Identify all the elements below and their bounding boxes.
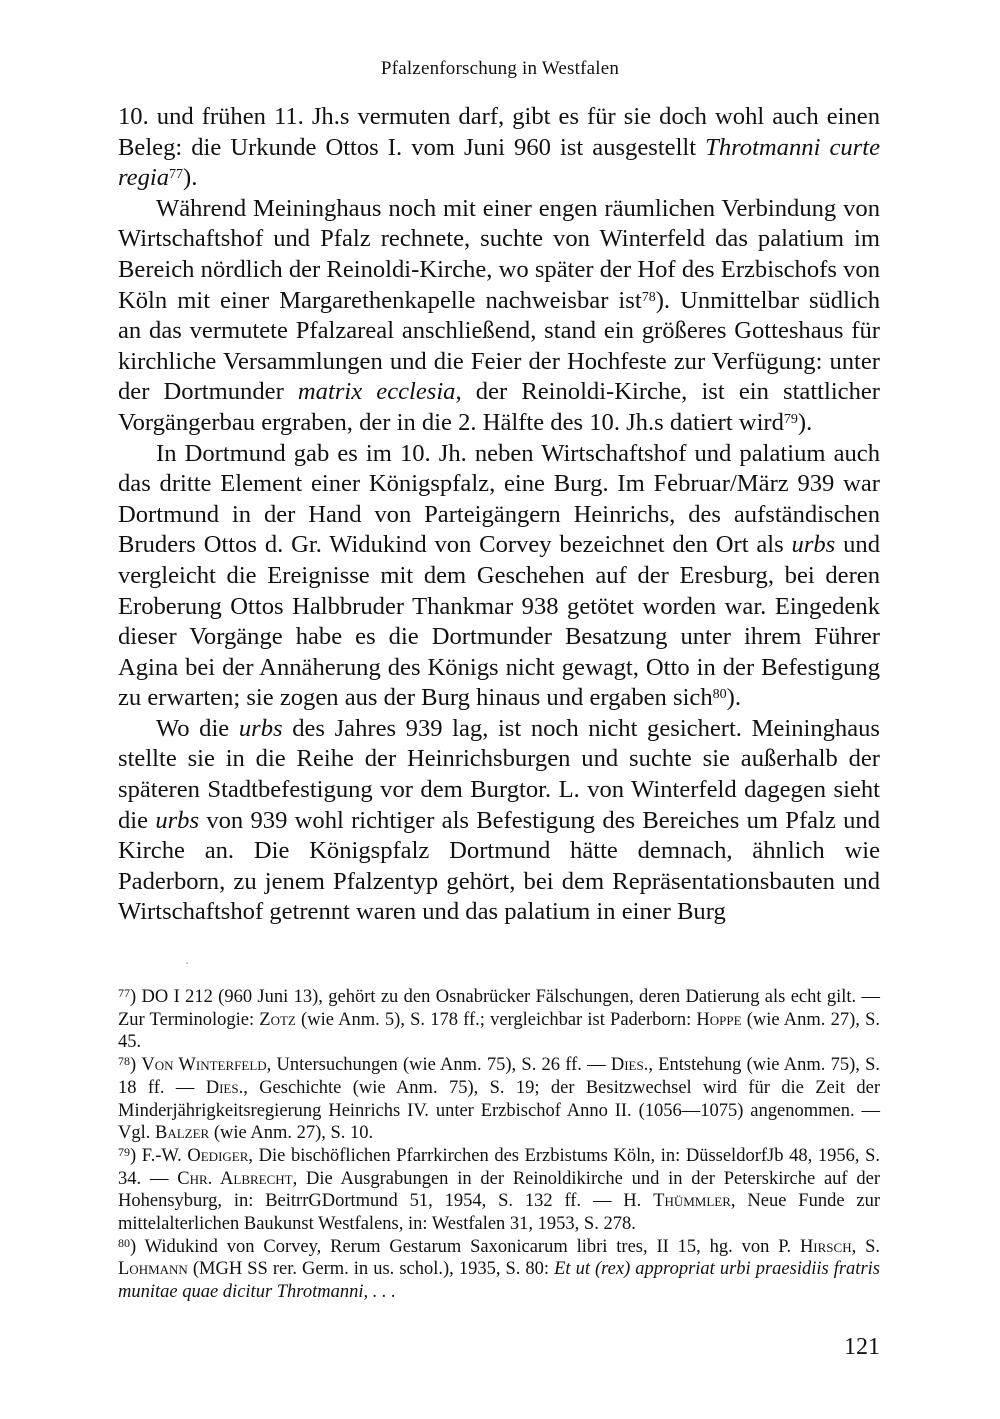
author-name: Dies.: [610, 1055, 649, 1076]
footnote-number: 79: [118, 1144, 130, 1159]
text-run: des Jahres 939 lag, ist noch nicht gesichert. Meininghaus stellte sie in die Reihe der Heinrichsburgen und suchte sie außerhalb der späteren Stadtbefestigung vor dem Burgtor. L. von Winterfeld dagegen sieht die: [118, 714, 880, 834]
text-run: , Neue Funde zur mittelalterlichen Baukunst Westfalens, in: Westfalen 31, 1953, S. 278.: [118, 1191, 881, 1235]
italic-word: urbs: [791, 531, 836, 559]
text-run: ) DO I 212 (960 Juni 13), gehört zu den Osnabrücker Fälschungen, deren Datierung als echt gilt. — Zur Terminologie:: [118, 987, 880, 1030]
footnote-number: 77: [118, 986, 130, 1000]
text-run: ) Widukind von Corvey, Rerum Gestarum Saxonicarum libri tres, II 15, hg. von P.: [130, 1236, 800, 1257]
text-run: ). Unmittelbar südlich an das vermutete Pfalzareal anschließend, stand ein größeres Gotteshaus für kirchliche Versammlungen und die Feier der Hochfeste zur Verfügung: unter der Dortmunder: [118, 286, 880, 406]
latin-quotation: Et ut (rex) appropriat urbi praesidiis fratris munitae quae dicitur Throtmanni, . . .: [118, 1259, 880, 1303]
text-run: ): [130, 1055, 142, 1076]
text-run: , S.: [851, 1236, 880, 1257]
italic-word: urbs: [155, 806, 200, 834]
author-name: Zotz: [259, 1009, 296, 1030]
footnote-79: [118, 1145, 880, 1236]
author-name: Dies.: [205, 1077, 244, 1098]
main-text: [118, 102, 880, 928]
author-name: Balzer: [155, 1123, 210, 1144]
paragraph-1: [118, 102, 880, 194]
text-run: , Entstehung (wie Anm. 75), S. 18 ff. —: [118, 1055, 880, 1098]
footnote-78: [118, 1054, 880, 1145]
footnote-ref-77[interactable]: 77: [169, 167, 184, 183]
text-run: , Die bischöflichen Pfarrkirchen des Erzbistums Köln, in: DüsseldorfJb 48, 1956, S. 34. —: [118, 1145, 880, 1189]
text-run: ).: [183, 164, 198, 192]
text-run: von 939 wohl richtiger als Befestigung des Bereiches um Pfalz und Kirche an. Die Königspfalz Dortmund hätte demnach, ähnlich wie Paderborn, zu jenem Pfalzentyp gehört, bei dem Repräsentationsbauten und Wirtschaftshof getrennt waren und das palatium in einer Burg: [118, 806, 880, 926]
author-name: Thümmler: [653, 1191, 731, 1212]
paragraph-2: [118, 194, 880, 439]
text-run: , Die Ausgrabungen in der Reinoldikirche und in der Peterskirche auf der Hohensyburg, in: BeitrrGDortmund 51, 1954, S. 132 ff. — H.: [118, 1168, 881, 1212]
text-run: (wie Anm. 27), S. 45.: [118, 1009, 880, 1053]
footnote-number: 78: [118, 1054, 130, 1069]
paper-speck: [186, 962, 188, 964]
text-run: ).: [797, 408, 813, 436]
text-run: , Geschichte (wie Anm. 75), S. 19; der Besitzwechsel wird für die Zeit der Minderjährigkeitsregierung Heinrichs IV. unter Erzbischof Anno II. (1056—1075) angenommen. — Vgl.: [118, 1077, 880, 1144]
italic-phrase: Throtmanni curte regia: [118, 133, 880, 192]
author-name: Hoppe: [696, 1009, 742, 1030]
author-name: Oediger: [187, 1145, 249, 1166]
text-run: (MGH SS rer. Germ. in us. schol.), 1935, S. 80:: [187, 1259, 555, 1280]
footnote-ref-79[interactable]: 79: [783, 411, 798, 427]
text-run: Wo die: [156, 714, 239, 742]
text-run: (wie Anm. 27), S. 10.: [209, 1123, 374, 1144]
footnote-ref-78[interactable]: 78: [641, 289, 656, 305]
paragraph-3: [118, 439, 880, 714]
footnote-number: 80: [118, 1235, 130, 1250]
author-name: Chr. Albrecht: [177, 1168, 293, 1189]
italic-phrase: matrix ecclesia,: [297, 378, 462, 406]
paragraph-4: [118, 714, 880, 928]
footnote-80: [118, 1236, 880, 1304]
text-run: ).: [726, 684, 741, 712]
page-number: 121: [844, 1334, 880, 1360]
author-name: Von Winterfeld: [141, 1055, 267, 1076]
text-run: der Reinoldi-Kirche, ist ein stattlicher Vorgängerbau ergraben, der in die 2. Hälfte des 10. Jh.s datiert wird: [118, 378, 880, 436]
text-run: In Dortmund gab es im 10. Jh. neben Wirtschaftshof und palatium auch das dritte Element einer Königspfalz, eine Burg. Im Februar/März 939 war Dortmund in der Hand von Parteigängern Heinrichs, des aufständischen Bruders Ottos d. Gr. Widukind von Corvey bezeichnet den Ort als: [118, 439, 880, 559]
footnote-ref-80[interactable]: 80: [712, 687, 727, 703]
footnote-77: [118, 986, 880, 1054]
text-run: ) F.-W.: [130, 1145, 188, 1166]
text-run: , Untersuchungen (wie Anm. 75), S. 26 ff. —: [266, 1055, 611, 1076]
italic-word: urbs: [238, 714, 283, 742]
text-run: (wie Anm. 5), S. 178 ff.; vergleichbar ist Paderborn:: [295, 1009, 697, 1030]
author-name: Lohmann: [118, 1259, 188, 1280]
footnotes: [118, 986, 880, 1304]
text-run: 10. und frühen 11. Jh.s vermuten darf, gibt es für sie doch wohl auch einen Beleg: die Urkunde Ottos I. vom Juni 960 ist ausgestellt: [118, 103, 880, 161]
author-name: Hirsch: [799, 1236, 852, 1257]
text-run: Während Meininghaus noch mit einer engen räumlichen Verbindung von Wirtschaftshof und Pfalz rechnete, suchte von Winterfeld das palatium im Bereich nördlich der Reinoldi-Kirche, wo später der Hof des Erzbischofs von Köln mit einer Margarethenkapelle nachweisbar ist: [118, 194, 880, 314]
text-run: und vergleicht die Ereignisse mit dem Geschehen auf der Eresburg, bei deren Eroberung Ottos Halbbruder Thankmar 938 getötet worden war. Eingedenk dieser Vorgänge habe es die Dortmunder Besatzung unter ihrem Führer Agina bei der Annäherung des Königs nicht gewagt, Otto in der Befestigung zu erwarten; sie zogen aus der Burg hinaus und ergaben sich: [118, 531, 880, 712]
running-title: Pfalzenforschung in Westfalen: [380, 58, 620, 79]
